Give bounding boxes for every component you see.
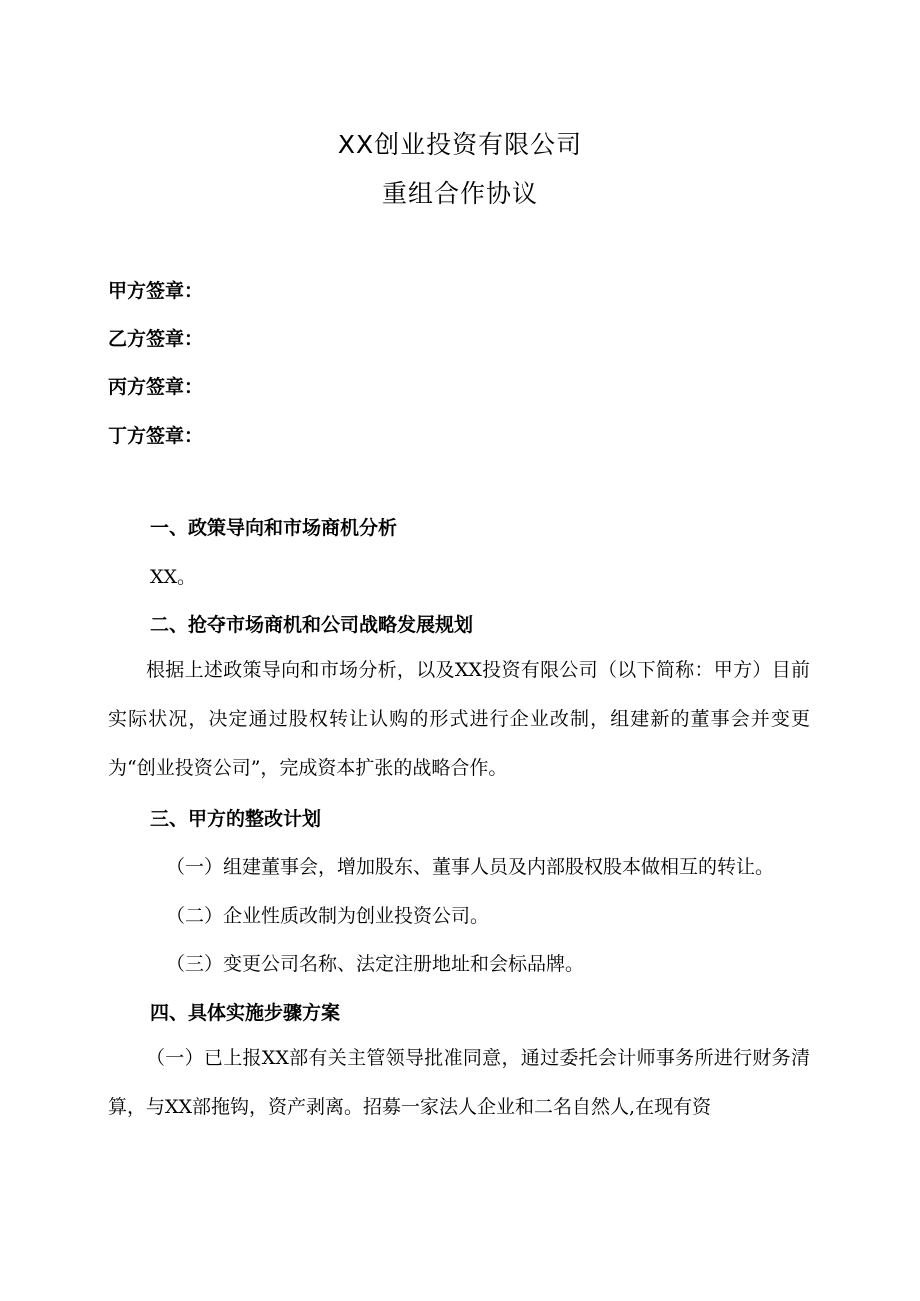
list-item: （三）变更公司名称、法定注册地址和会标品牌。 bbox=[166, 953, 585, 975]
list-item: （二）企业性质改制为创业投资公司。 bbox=[166, 905, 490, 927]
document-title: XX创业投资有限公司 bbox=[337, 130, 583, 159]
section-heading-2: 二、抢夺市场商机和公司战略发展规划 bbox=[150, 614, 474, 636]
section-body-1: XX。 bbox=[150, 566, 197, 588]
signature-party-d: 丁方签章： bbox=[108, 425, 204, 447]
section-heading-1: 一、政策导向和市场商机分析 bbox=[150, 517, 398, 539]
list-item: （一）组建董事会，增加股东、董事人员及内部股权股本做相互的转让。 bbox=[166, 856, 775, 878]
signature-party-b: 乙方签章： bbox=[108, 328, 204, 350]
signature-party-c: 丙方签章： bbox=[108, 376, 204, 398]
signature-party-a: 甲方签章： bbox=[108, 280, 204, 302]
section-body-4: （一）已上报XX部有关主管领导批准同意，通过委托会计师事务所进行财务清算，与XX部拖钩，资产剥离。招募一家法人企业和二名自然人,在现有资 bbox=[108, 1047, 810, 1118]
section-heading-4: 四、具体实施步骤方案 bbox=[150, 1002, 341, 1024]
section-heading-3: 三、甲方的整改计划 bbox=[150, 808, 322, 830]
section-body-2: 根据上述政策导向和市场分析，以及XX投资有限公司（以下简称：甲方）目前实际状况，决定通过股权转让认购的形式进行企业改制，组建新的董事会并变更为“创业投资公司”，完成资本扩张的战略合作。 bbox=[108, 659, 810, 779]
document-subtitle: 重组合作协议 bbox=[381, 179, 538, 208]
